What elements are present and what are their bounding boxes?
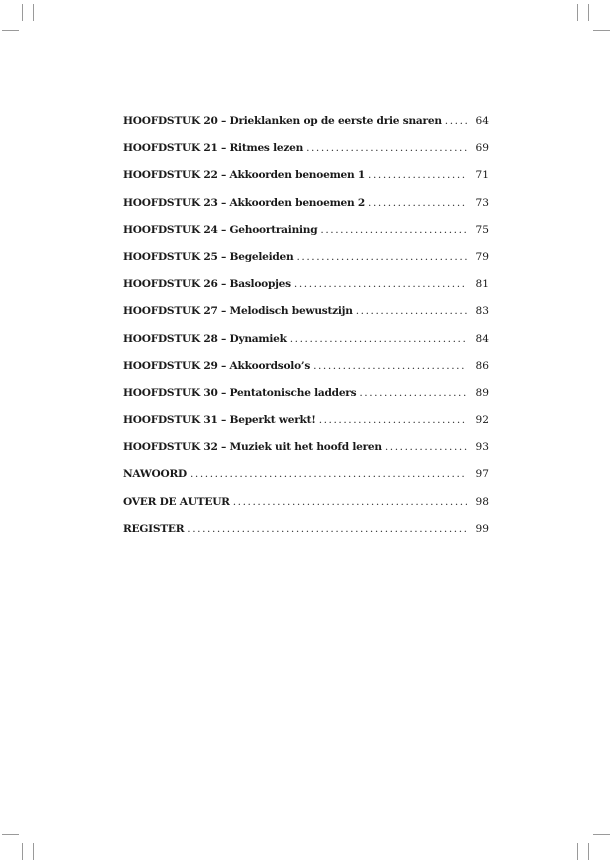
crop-mark (33, 843, 34, 860)
toc-entry-page: 99 (475, 522, 489, 535)
toc-entry-page: 81 (475, 278, 489, 291)
toc-entry-page: 86 (475, 359, 489, 372)
toc-entry[interactable] (123, 411, 489, 438)
toc-entry-page: 64 (475, 115, 489, 127)
crop-mark (577, 4, 578, 21)
toc-entry[interactable] (123, 166, 489, 193)
toc-entry-title: HOOFDSTUK 20 – Drieklanken op de eerste drie snaren (123, 115, 442, 127)
toc-dot-leader (385, 438, 467, 456)
toc-entry-title: REGISTER (123, 522, 185, 535)
toc-dot-leader (356, 302, 467, 320)
toc-dot-leader (233, 493, 467, 511)
toc-entry-title: HOOFDSTUK 29 – Akkoordsolo’s (123, 359, 311, 372)
crop-mark (33, 4, 34, 21)
toc-dot-leader (368, 166, 467, 184)
toc-dot-leader (445, 112, 467, 130)
toc-dot-leader (313, 357, 467, 375)
toc-entry[interactable] (123, 465, 489, 492)
crop-mark (22, 843, 23, 860)
crop-mark (588, 4, 589, 21)
crop-mark (593, 30, 610, 31)
toc-dot-leader (297, 248, 468, 266)
toc-entry[interactable] (123, 112, 489, 139)
toc-entry[interactable] (123, 438, 489, 465)
crop-mark (2, 834, 19, 835)
toc-entry[interactable] (123, 139, 489, 166)
crop-mark (593, 834, 610, 835)
toc-entry-page: 79 (475, 250, 489, 263)
crop-mark (2, 30, 19, 31)
toc-entry[interactable] (123, 302, 489, 329)
toc-entry-page: 97 (475, 468, 489, 481)
toc-entry-title: OVER DE AUTEUR (123, 495, 230, 508)
toc-entry-title: HOOFDSTUK 31 – Beperkt werkt! (123, 414, 316, 427)
toc-entry-page: 73 (475, 196, 489, 209)
toc-entry-title: HOOFDSTUK 24 – Gehoortraining (123, 223, 318, 236)
toc-entry[interactable] (123, 221, 489, 248)
toc-entry[interactable] (123, 493, 489, 520)
toc-entry-page: 69 (475, 142, 489, 155)
toc-entry[interactable] (123, 357, 489, 384)
toc-entry[interactable] (123, 248, 489, 275)
toc-entry-title: HOOFDSTUK 25 – Begeleiden (123, 250, 294, 263)
toc-dot-leader (319, 411, 467, 429)
toc-entry[interactable] (123, 330, 489, 357)
toc-entry[interactable] (123, 194, 489, 221)
toc-entry-page: 71 (475, 169, 489, 182)
toc-dot-leader (359, 384, 467, 402)
table-of-contents (123, 112, 489, 547)
toc-entry-title: HOOFDSTUK 23 – Akkoorden benoemen 2 (123, 196, 366, 209)
toc-entry[interactable] (123, 275, 489, 302)
toc-dot-leader (368, 194, 467, 212)
toc-entry-title: HOOFDSTUK 21 – Ritmes lezen (123, 142, 304, 155)
toc-entry-title: HOOFDSTUK 27 – Melodisch bewustzijn (123, 305, 353, 318)
toc-dot-leader (187, 520, 467, 538)
toc-entry-page: 83 (475, 305, 489, 318)
crop-mark (22, 4, 23, 21)
toc-entry-page: 93 (475, 441, 489, 454)
toc-entry-title: HOOFDSTUK 28 – Dynamiek (123, 332, 287, 345)
toc-entry-page: 89 (475, 386, 489, 399)
toc-dot-leader (294, 275, 467, 293)
toc-entry-title: HOOFDSTUK 26 – Basloopjes (123, 278, 291, 291)
toc-entry-page: 84 (475, 332, 489, 345)
toc-dot-leader (306, 139, 467, 157)
toc-entry[interactable] (123, 384, 489, 411)
toc-entry-page: 75 (475, 223, 489, 236)
crop-mark (577, 843, 578, 860)
toc-entry-title: NAWOORD (123, 468, 187, 481)
toc-dot-leader (190, 465, 467, 483)
toc-dot-leader (320, 221, 467, 239)
toc-entry-title: HOOFDSTUK 22 – Akkoorden benoemen 1 (123, 169, 366, 182)
toc-entry-title: HOOFDSTUK 32 – Muziek uit het hoofd leren (123, 441, 382, 454)
toc-entry-page: 92 (475, 414, 489, 427)
crop-mark (588, 843, 589, 860)
toc-entry-title: HOOFDSTUK 30 – Pentatonische ladders (123, 386, 357, 399)
toc-entry-page: 98 (475, 495, 489, 508)
toc-entry[interactable] (123, 520, 489, 547)
toc-dot-leader (290, 330, 467, 348)
